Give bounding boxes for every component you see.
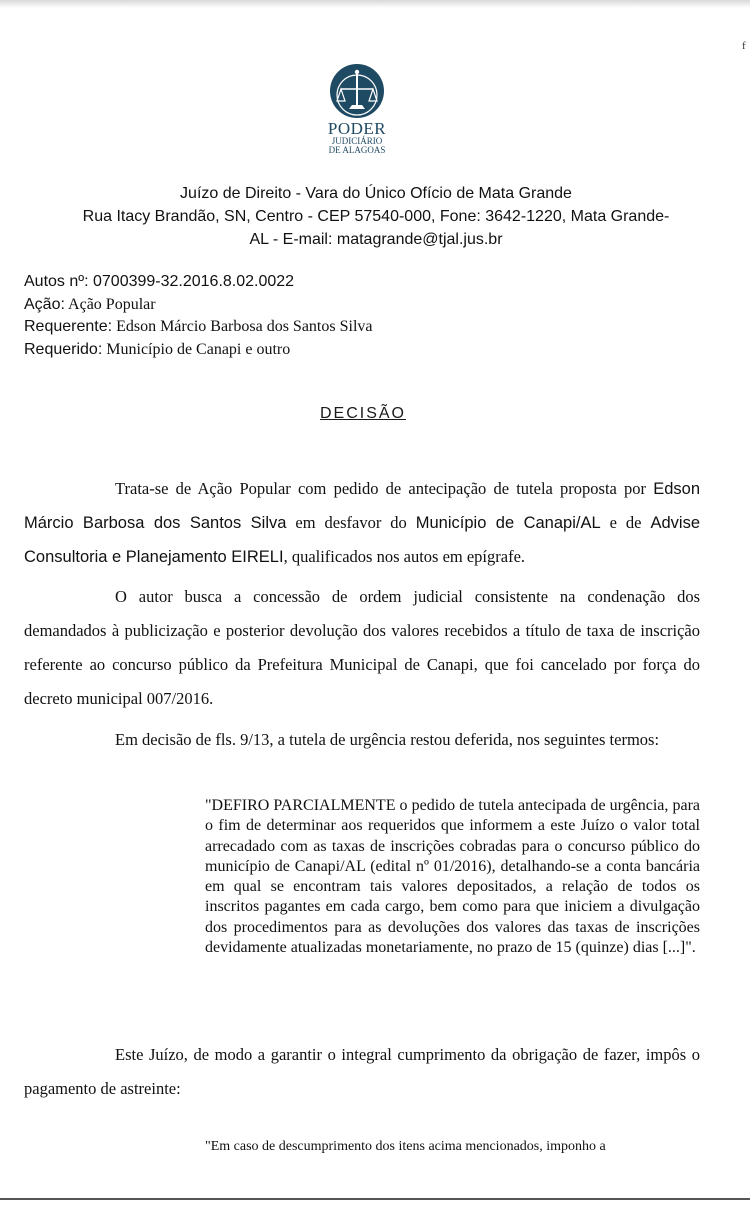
p1-plaintiff-name: Edson Márcio Barbosa dos Santos Silva xyxy=(24,480,701,532)
quote-decision: "DEFIRO PARCIALMENTE o pedido de tutela antecipada de urgência, para o fim de determinar aos requeridos que informem a este Juízo o valor total arrecadado com as taxas de inscrições cobradas para o concurso público do município de Canapi/AL (edital nº 01/2016), detalhando-se a conta bancária em qual se encontram tais valores depositados, a relação de todos os inscritos pagantes em cada cargo, bem como para que iniciem a divulgação dos procedimentos para as devoluções dos valores das taxas de inscrições devidamente atualizadas monetariamente, no prazo de 15 (quinze) dias [...]". xyxy=(205,797,700,957)
page-mark: f xyxy=(742,40,746,52)
case-action-label: Ação: xyxy=(24,296,65,313)
p1-text-d: , qualificados nos autos em epígrafe. xyxy=(283,547,526,566)
case-action-value: Ação Popular xyxy=(68,296,156,313)
page-bottom-border xyxy=(0,1198,750,1200)
p1-company-name: Advise Consultoria e Planejamento EIRELI xyxy=(24,514,700,566)
case-defendant-label: Requerido: xyxy=(24,341,103,358)
case-defendant-value: Município de Canapi e outro xyxy=(106,341,291,358)
header-email: AL - E-mail: matagrande@tjal.jus.br xyxy=(249,231,503,248)
p3-text: Em decisão de fls. 9/13, a tutela de urgência restou deferida, nos seguintes termos: xyxy=(115,730,660,749)
paragraph-astreinte xyxy=(24,1038,700,1106)
paragraph-request xyxy=(24,580,700,716)
top-shadow xyxy=(0,0,750,8)
p1-text-a: Trata-se de Ação Popular com pedido de antecipação de tutela proposta por xyxy=(115,479,647,498)
case-plaintiff-value: Edson Márcio Barbosa dos Santos Silva xyxy=(116,318,373,335)
p1-text-b: em desfavor do xyxy=(295,513,407,532)
p4-text: Este Juízo, de modo a garantir o integral cumprimento da obrigação de fazer, impôs o pagamento de astreinte: xyxy=(24,1045,700,1098)
court-logo xyxy=(322,63,392,155)
paragraph-intro xyxy=(24,472,700,574)
paragraph-decision xyxy=(24,723,700,757)
case-defendant xyxy=(24,341,290,359)
header-address: Rua Itacy Brandão, SN, Centro - CEP 57540-000, Fone: 3642-1220, Mata Grande- xyxy=(82,208,670,225)
logo-text-alagoas: DE ALAGOAS xyxy=(328,145,386,155)
scales-of-justice-icon xyxy=(329,63,385,119)
p1-text-c: e de xyxy=(609,513,642,532)
p1-defendant-name: Município de Canapi/AL xyxy=(415,514,601,532)
p2-text: O autor busca a concessão de ordem judicial consistente na condenação dos demandados à publicização e posterior devolução dos valores recebidos a título de taxa de inscrição referente ao concurso público da Prefeitura Municipal de Canapi, que foi cancelado por força do decreto municipal 007/2016. xyxy=(24,587,700,708)
quote-astreinte: "Em caso de descumprimento dos itens acima mencionados, imponho a xyxy=(205,1139,606,1154)
document-title: DECISÃO xyxy=(319,405,406,422)
case-plaintiff-label: Requerente: xyxy=(24,318,113,335)
case-number: Autos nº: 0700399-32.2016.8.02.0022 xyxy=(24,273,295,290)
logo-text-judiciario: JUDICIÁRIO xyxy=(331,136,383,146)
case-plaintiff xyxy=(24,318,372,336)
logo-text-poder: PODER xyxy=(327,119,387,138)
header-court: Juízo de Direito - Vara do Único Ofício de Mata Grande xyxy=(180,185,572,202)
case-action xyxy=(24,296,156,314)
